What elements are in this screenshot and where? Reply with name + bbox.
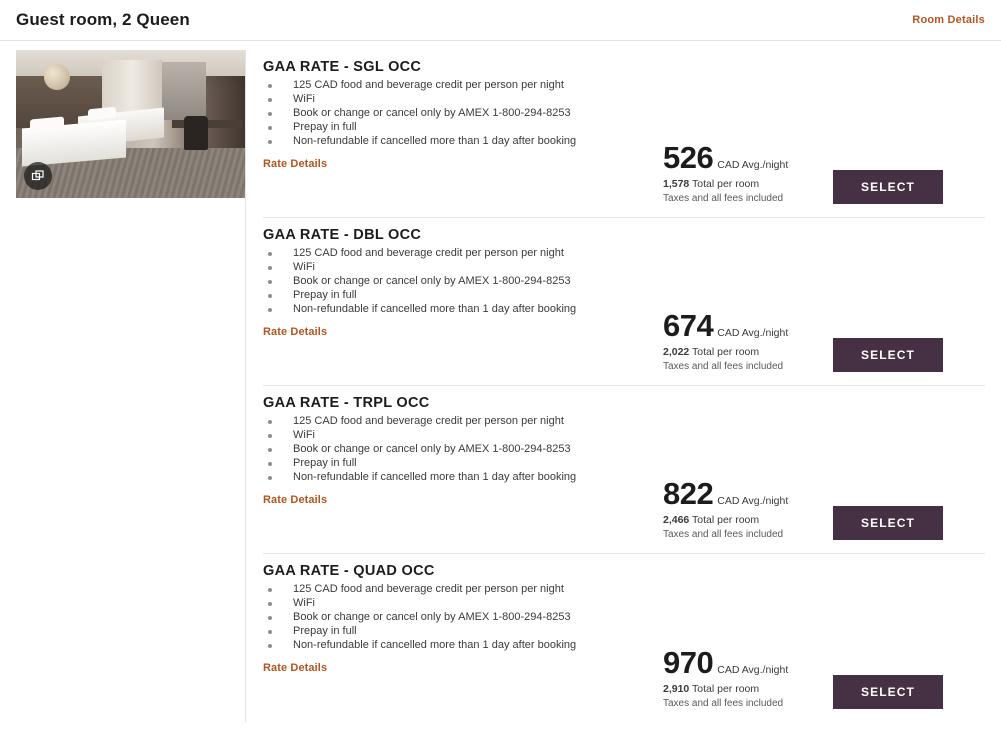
rate-feature: WiFi	[263, 261, 593, 274]
price-main	[663, 142, 833, 173]
rate-price	[663, 478, 833, 544]
rate-title: GAA RATE - SGL OCC	[263, 59, 422, 75]
price-total-label: Total per room	[692, 346, 760, 358]
rate-feature: WiFi	[263, 429, 593, 442]
price-total	[663, 514, 833, 526]
expand-photo-icon[interactable]	[24, 162, 52, 190]
page-body	[0, 41, 1001, 722]
rate-row	[263, 386, 985, 554]
room-photo	[16, 50, 245, 198]
page-title: Guest room, 2 Queen	[16, 10, 190, 29]
price-taxes-note: Taxes and all fees included	[663, 361, 784, 372]
rate-info	[263, 59, 663, 172]
rate-row	[263, 218, 985, 386]
select-button[interactable]: SELECT	[833, 338, 943, 372]
rate-feature: Book or change or cancel only by AMEX 1-800-294-8253	[263, 107, 593, 120]
rate-details-link[interactable]: Rate Details	[263, 494, 328, 506]
rate-price	[663, 310, 833, 376]
price-total-label: Total per room	[692, 683, 760, 695]
rate-info	[263, 563, 663, 676]
price-amount: 822	[663, 476, 714, 511]
photo-window	[162, 62, 206, 120]
photo-chair	[184, 116, 208, 150]
select-button[interactable]: SELECT	[833, 506, 943, 540]
price-total	[663, 683, 833, 695]
photo-lamp	[44, 64, 70, 90]
price-taxes-note: Taxes and all fees included	[663, 193, 784, 204]
price-unit: CAD Avg./night	[717, 327, 789, 339]
rate-feature: 125 CAD food and beverage credit per person per night	[263, 247, 593, 260]
rate-price	[663, 142, 833, 208]
price-unit: CAD Avg./night	[717, 495, 789, 507]
rate-features	[263, 247, 653, 316]
price-total-label: Total per room	[692, 178, 760, 190]
rate-features	[263, 79, 653, 148]
price-main	[663, 478, 833, 509]
rate-features	[263, 583, 653, 652]
rate-feature: Prepay in full	[263, 289, 593, 302]
price-total-amount: 2,022	[663, 346, 690, 358]
room-image-column	[16, 50, 245, 198]
rate-title: GAA RATE - DBL OCC	[263, 227, 422, 243]
rate-feature: WiFi	[263, 597, 593, 610]
rate-action	[833, 338, 943, 376]
rate-price	[663, 647, 833, 713]
select-button[interactable]: SELECT	[833, 675, 943, 709]
price-unit: CAD Avg./night	[717, 159, 789, 171]
rate-info	[263, 395, 663, 508]
rate-action	[833, 506, 943, 544]
rate-feature: 125 CAD food and beverage credit per person per night	[263, 415, 593, 428]
price-total	[663, 178, 833, 190]
select-button[interactable]: SELECT	[833, 170, 943, 204]
rate-feature: Non-refundable if cancelled more than 1 day after booking	[263, 135, 593, 148]
price-main	[663, 647, 833, 678]
price-taxes-note: Taxes and all fees included	[663, 698, 784, 709]
rate-feature: Non-refundable if cancelled more than 1 day after booking	[263, 471, 593, 484]
rate-feature: Non-refundable if cancelled more than 1 day after booking	[263, 303, 593, 316]
room-details-link[interactable]: Room Details	[912, 14, 985, 26]
rate-features	[263, 415, 653, 484]
rate-feature: Book or change or cancel only by AMEX 1-800-294-8253	[263, 443, 593, 456]
rate-row	[263, 554, 985, 722]
rate-details-link[interactable]: Rate Details	[263, 158, 328, 170]
rate-feature: Prepay in full	[263, 457, 593, 470]
rate-details-link[interactable]: Rate Details	[263, 326, 328, 338]
price-main	[663, 310, 833, 341]
rate-feature: Prepay in full	[263, 625, 593, 638]
rate-feature: Book or change or cancel only by AMEX 1-800-294-8253	[263, 611, 593, 624]
rate-feature: Book or change or cancel only by AMEX 1-800-294-8253	[263, 275, 593, 288]
rate-info	[263, 227, 663, 340]
rate-feature: 125 CAD food and beverage credit per person per night	[263, 79, 593, 92]
price-total	[663, 346, 833, 358]
price-total-amount: 2,466	[663, 514, 690, 526]
rate-title: GAA RATE - QUAD OCC	[263, 563, 435, 579]
price-total-amount: 2,910	[663, 683, 690, 695]
rate-row	[263, 50, 985, 218]
price-amount: 674	[663, 308, 714, 343]
price-taxes-note: Taxes and all fees included	[663, 529, 784, 540]
price-amount: 970	[663, 645, 714, 680]
page-header	[0, 0, 1001, 41]
rate-details-link[interactable]: Rate Details	[263, 662, 328, 674]
rate-action	[833, 170, 943, 208]
rate-feature: Prepay in full	[263, 121, 593, 134]
price-unit: CAD Avg./night	[717, 664, 789, 676]
rate-title: GAA RATE - TRPL OCC	[263, 395, 430, 411]
rate-feature: 125 CAD food and beverage credit per person per night	[263, 583, 593, 596]
price-total-amount: 1,578	[663, 178, 690, 190]
price-total-label: Total per room	[692, 514, 760, 526]
rates-list	[245, 50, 985, 722]
rate-action	[833, 675, 943, 713]
rate-feature: Non-refundable if cancelled more than 1 day after booking	[263, 639, 593, 652]
rate-feature: WiFi	[263, 93, 593, 106]
price-amount: 526	[663, 140, 714, 175]
